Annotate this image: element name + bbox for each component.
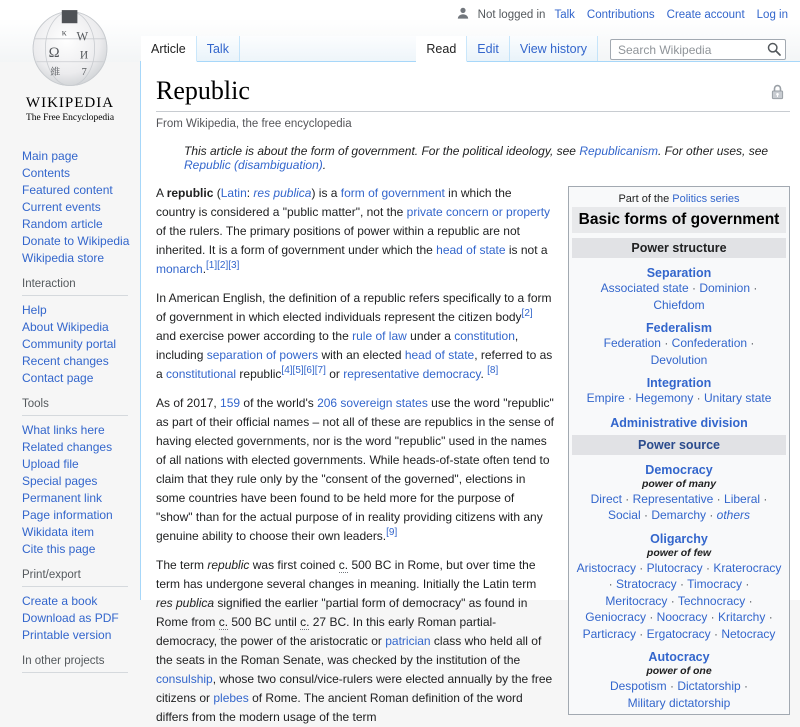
reference-link[interactable]: [1][2][3] [206,260,240,271]
text-segment: c. [338,558,349,572]
sidebar-link[interactable]: Current events [22,200,101,214]
oligarchy-link[interactable]: Oligarchy [650,531,708,546]
sidebar-section-print: Print/export [22,569,128,587]
sidebar-section-tools: Tools [22,398,128,416]
federalism-link[interactable]: Federalism [645,321,712,335]
infobox-link[interactable]: Noocracy · [657,610,718,624]
infobox-link[interactable]: Kraterocracy · [609,561,782,592]
wiki-link[interactable]: representative democracy [343,367,481,381]
wiki-link[interactable]: constitution [454,329,515,343]
infobox-link[interactable]: Social · [608,508,651,522]
logo-tagline: The Free Encyclopedia [25,113,115,123]
reference-link[interactable]: [9] [386,527,398,538]
infobox-link[interactable]: Military dictatorship [627,695,731,710]
personal-link[interactable]: Talk [554,8,575,21]
infobox-link[interactable]: Representative · [633,492,724,506]
wiki-link[interactable]: plebes [213,691,249,705]
sidebar-link[interactable]: Recent changes [22,354,109,368]
sidebar-link[interactable]: Printable version [22,628,112,642]
infobox-link[interactable]: Liberal · [724,492,767,506]
text-segment: c. [300,615,310,629]
personal-link[interactable]: Create account [666,8,745,21]
sidebar-link[interactable]: About Wikipedia [22,320,109,334]
svg-text:И: И [79,49,89,62]
wiki-link[interactable]: separation of powers [206,348,319,362]
infobox-link[interactable]: Direct · [591,492,633,506]
reference-link[interactable]: [4][5][6][7] [281,365,326,376]
wiki-link[interactable]: 206 sovereign states [317,396,428,410]
interaction-list [22,302,140,387]
infobox-basic-forms-of-government [568,186,790,715]
democracy-link[interactable]: Democracy [645,462,713,477]
wiki-link[interactable]: 159 [220,396,241,410]
oligarchy-caption: power of few [646,546,712,559]
personal-links [554,9,788,21]
others-link[interactable]: others [716,508,751,522]
infobox-link[interactable]: Dominion · [699,281,757,295]
separation-items [572,280,786,313]
user-icon [457,7,469,22]
autocracy-items [572,678,786,711]
wikipedia-globe-icon [29,6,111,88]
paragraph-3: As of 2017, 159 of the world's 206 sovereign states use the word "republic" as part of their official names – not all of these are republics in the sense of having elected governments, nor is the word "republic" used in the names of all nations with elected governments. While heads-of-state often tend to claim that they rule only by the "consent of the governed", elections in some countries have been found to be held more for the purpose of "show" than for the actual purpose of in reality providing citizens with any genuine ability to choose their own leaders.[9] [156,396,555,543]
reference-link[interactable]: [8] [487,365,499,376]
sidebar-link[interactable]: Permanent link [22,491,103,505]
infobox-link[interactable]: Hegemony · [635,391,704,405]
infobox-link[interactable]: Dictatorship · [677,679,748,693]
infobox-group-separation [572,266,786,313]
article-content [140,61,800,724]
infobox-link[interactable]: Despotism · [610,679,677,693]
infobox-link[interactable]: Geniocracy · [585,610,656,624]
logo-wordmark: WIKIPEDIA [25,95,115,111]
infobox-link[interactable]: Confederation · [672,336,755,350]
infobox-part-of [572,190,786,207]
infobox-group-oligarchy [572,532,786,643]
article-body [156,184,790,727]
democracy-items [572,491,786,524]
sidebar-link[interactable]: Main page [22,149,79,163]
oligarchy-items [572,560,786,643]
text-segment: republic [166,186,214,200]
infobox-link[interactable]: Meritocracy · [605,594,677,608]
personal-link[interactable]: Log in [756,8,788,21]
sidebar-link[interactable]: Contents [22,166,71,180]
infobox-link[interactable]: Particracy · [583,627,647,641]
autocracy-link[interactable]: Autocracy [648,650,710,664]
infobox-link[interactable]: Technocracy · [678,594,753,608]
tab-view-history[interactable]: View history [510,36,598,62]
sidebar-link[interactable]: Featured content [22,183,113,197]
sidebar-link[interactable]: Wikidata item [22,525,95,539]
tab-read[interactable]: Read [416,36,467,62]
hatnote: This article is about the form of government. For the political ideology, see Republicanism. For other uses, see Republic (disambiguation). [184,144,769,172]
integration-link[interactable]: Integration [646,376,712,390]
wiki-link[interactable]: rule of law [352,329,407,343]
search-input[interactable] [610,39,786,60]
sidebar-link[interactable]: Cite this page [22,542,96,556]
tab-article[interactable]: Article [141,36,197,62]
wiki-link[interactable]: consulship [156,672,213,686]
left-tabs [141,36,240,62]
sidebar [0,0,140,667]
wiki-link[interactable]: patrician [385,634,431,648]
personal-bar [457,7,788,22]
infobox-link[interactable]: Stratocracy · [616,577,687,591]
paragraph-1: A republic (Latin: res publica) is a form of government in which the country is considered a "public matter", not the private concern or property of the rulers. The primary positions of power within a republic are not inherited. It is a form of government under which the head of state is not a monarch.[1][2][3] [156,186,551,276]
nav-list [22,148,140,267]
infobox-group-democracy [572,463,786,524]
page-protection-lock-icon[interactable] [771,84,784,105]
infobox-link[interactable]: Aristocracy · [577,561,647,575]
tools-list [22,422,140,558]
reference-link[interactable]: [2] [521,308,533,319]
text-segment: c. [218,615,229,629]
sidebar-link[interactable]: Wikipedia store [22,251,105,265]
sidebar-link[interactable]: Upload file [22,457,79,471]
infobox-header-power-structure: Power structure [572,238,786,258]
federalism-items [572,335,786,368]
infobox-group-federalism [572,321,786,368]
wiki-link[interactable]: constitutional [166,367,237,381]
svg-text:κ: κ [61,27,67,39]
administrative-division-link[interactable]: Administrative division [610,415,748,430]
sidebar-link[interactable]: Page information [22,508,113,522]
login-status: Not logged in [477,8,546,21]
infobox-link[interactable]: Federation · [604,336,672,350]
sidebar-link[interactable]: Download as PDF [22,611,119,625]
wiki-link[interactable]: form of government [340,186,445,200]
paragraph-4: The term republic was first coined c. 500 BC in Rome, but over time the term has undergone several changes in meaning. Initially the Latin term res publica signified the earlier "partial form of democracy" as found in Rome from c. 500 BC until c. 27 BC. In this early Roman partial-democracy, the power of the aristocratic or patrician class who held all of the seats in the Roman Senate, was checked by the institution of the consulship, whose two consul/vice-rulers were elected annually by the free citizens or plebes of Rome. The ancient Roman definition of the word differs from the modern usage of the term [156,558,553,724]
svg-text:7: 7 [81,66,87,78]
sidebar-link[interactable]: Special pages [22,474,98,488]
infobox-link[interactable]: Associated state · [601,281,700,295]
wiki-link[interactable]: Republicanism [579,144,659,158]
text-segment: res publica [156,596,215,610]
democracy-caption: power of many [641,477,717,490]
infobox-link[interactable]: Empire · [587,391,636,405]
infobox-link[interactable]: Netocracy [721,626,776,641]
autocracy-caption: power of one [646,665,712,677]
infobox-link[interactable]: Devolution [650,352,708,367]
infobox-group-autocracy [572,650,786,711]
sidebar-link[interactable]: Donate to Wikipedia [22,234,130,248]
infobox-link[interactable]: Demarchy · [651,508,716,522]
page-title: Republic [156,76,790,112]
right-tabs [416,36,598,62]
infobox-header-power-source[interactable]: Power source [572,435,786,455]
infobox-link[interactable]: Ergatocracy · [647,627,722,641]
svg-text:維: 維 [50,66,61,78]
wiki-link[interactable]: Latin [220,186,247,200]
search-icon[interactable] [767,42,781,61]
politics-series-link[interactable]: Politics series [672,193,740,205]
infobox-link[interactable]: Chiefdom [653,297,705,312]
sidebar-link[interactable]: Related changes [22,440,113,454]
infobox-link[interactable]: Timocracy · [687,577,749,591]
infobox-link[interactable]: Plutocracy · [647,561,714,575]
search-box [610,39,786,60]
svg-text:W: W [76,29,89,44]
integration-items [572,390,786,407]
paragraph-2: In American English, the definition of a republic refers specifically to a form of government in which elected individuals represent the citizen body[2] and exercise power according to the rule of law under a constitution, including separation of powers with an elected head of state, referred to as a constitutional republic[4][5][6][7] or representative democracy. [8] [156,291,553,381]
sidebar-link[interactable]: Contact page [22,371,94,385]
tab-edit[interactable]: Edit [467,36,510,62]
wiki-link[interactable]: head of state [404,348,475,362]
wiki-link[interactable]: private concern or property [406,205,551,219]
sidebar-section-other-projects: In other projects [22,655,128,673]
svg-text:Ω: Ω [48,44,60,61]
infobox-title: Basic forms of government [572,207,786,233]
infobox-group-integration [572,376,786,407]
wikipedia-logo[interactable] [0,6,140,123]
sidebar-link[interactable]: Community portal [22,337,117,351]
sidebar-section-interaction: Interaction [22,278,128,296]
sidebar-navigation [0,148,140,679]
sidebar-link[interactable]: What links here [22,423,105,437]
separation-link[interactable]: Separation [646,266,712,280]
text-segment: republic [207,558,250,572]
print-list [22,593,140,644]
wiki-link[interactable]: Republic (disambiguation) [184,158,323,172]
site-subtitle: From Wikipedia, the free encyclopedia [156,118,352,130]
wiki-link[interactable]: head of state [436,243,506,257]
wiki-link[interactable]: monarch [156,262,203,276]
sidebar-link[interactable]: Random article [22,217,103,231]
wiki-link[interactable]: res publica [253,186,312,200]
infobox-link[interactable]: Unitary state [704,391,772,405]
personal-link[interactable]: Contributions [586,8,655,21]
sidebar-link[interactable]: Create a book [22,594,98,608]
part-of-text: Part of the [618,193,673,205]
tab-talk[interactable]: Talk [197,36,240,62]
sidebar-link[interactable]: Help [22,303,47,317]
infobox-link[interactable]: Kritarchy · [718,610,773,624]
